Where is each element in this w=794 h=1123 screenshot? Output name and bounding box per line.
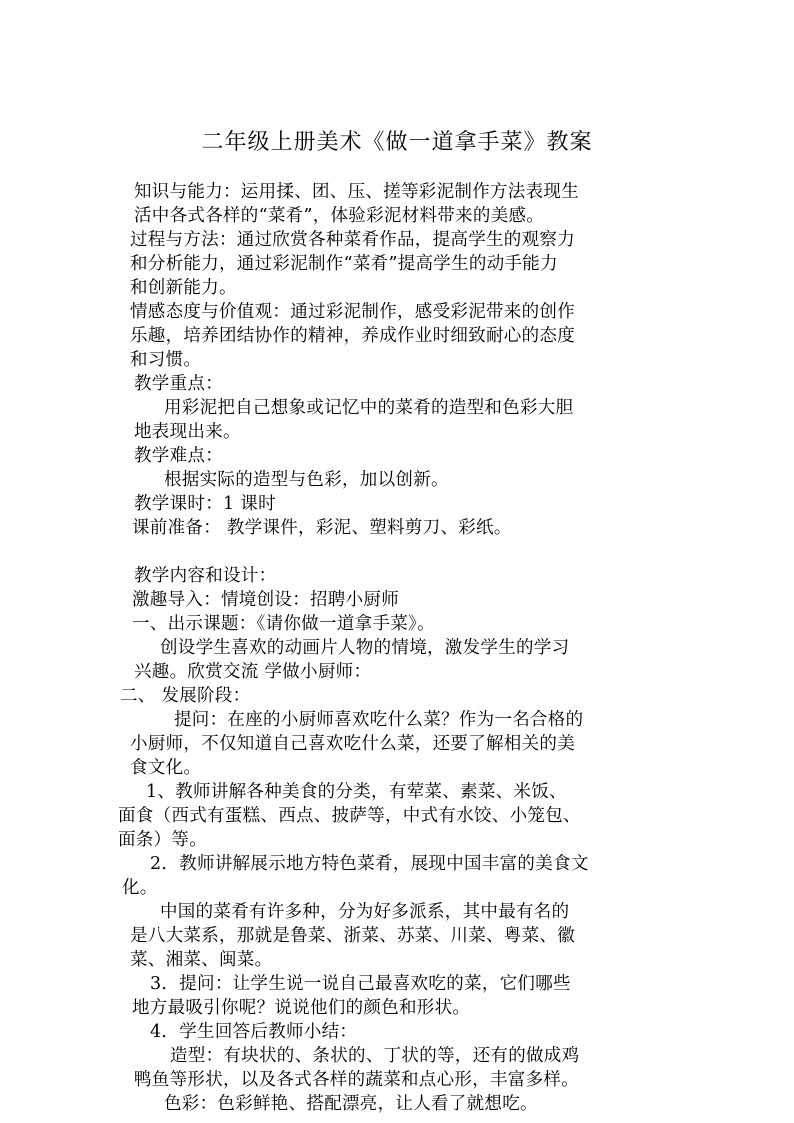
- text-line: 情感态度与价值观：通过彩泥制作，感受彩泥带来的创作: [130, 302, 575, 322]
- text-line: 乐趣，培养团结协作的精神，养成作业时细致耐心的态度: [130, 326, 575, 346]
- text-line: 根据实际的造型与色彩，加以创新。: [164, 470, 449, 490]
- text-line: 中国的菜肴有许多种，分为好多派系，其中最有名的: [160, 902, 570, 922]
- text-line: 和习惯。: [130, 350, 202, 370]
- text-line: 食文化。: [130, 758, 202, 778]
- text-line: 3．提问：让学生说一说自己最喜欢吃的菜，它们哪些: [150, 974, 571, 994]
- text-line: 课前准备： 教学课件，彩泥、塑料剪刀、彩纸。: [132, 518, 512, 538]
- text-line: 和分析能力，通过彩泥制作“菜肴”提高学生的动手能力: [130, 254, 558, 274]
- section-heading: 教学重点：: [134, 374, 223, 394]
- text-line: 用彩泥把自己想象或记忆中的菜肴的造型和色彩大胆: [164, 398, 574, 418]
- text-line: 4．学生回答后教师小结：: [150, 1022, 358, 1042]
- text-line: 和创新能力。: [130, 278, 237, 298]
- text-line: 教学课时：1 课时: [134, 494, 276, 514]
- section-heading: 教学难点：: [134, 446, 223, 466]
- document-title: 二年级上册美术《做一道拿手菜》教案: [201, 130, 593, 155]
- text-line: 地表现出来。: [134, 422, 241, 442]
- text-line: 色彩：色彩鲜艳、搭配漂亮，让人看了就想吃。: [164, 1094, 538, 1114]
- text-line: 地方最吸引你呢？说说他们的颜色和形状。: [132, 998, 471, 1018]
- text-line: 活中各式各样的“菜肴”，体验彩泥材料带来的美感。: [134, 206, 545, 226]
- text-line: 是八大菜系，那就是鲁菜、浙菜、苏菜、川菜、粤菜、徽: [130, 926, 575, 946]
- text-line: 化。: [122, 878, 158, 898]
- section-heading: 二、 发展阶段：: [120, 686, 251, 706]
- text-line: 知识与能力：运用揉、团、压、搓等彩泥制作方法表现生: [134, 182, 579, 202]
- text-line: 鸭鱼等形状，以及各式各样的蔬菜和点心形，丰富多样。: [134, 1070, 579, 1090]
- text-line: 面条）等。: [118, 830, 207, 850]
- text-line: 创设学生喜欢的动画片人物的情境，激发学生的学习: [160, 638, 570, 658]
- text-line: 一、出示课题：《请你做一道拿手菜》。: [132, 614, 435, 634]
- text-line: 菜、湘菜、闽菜。: [130, 950, 273, 970]
- text-line: 提问：在座的小厨师喜欢吃什么菜？作为一名合格的: [174, 710, 584, 730]
- text-line: 过程与方法：通过欣赏各种菜肴作品，提高学生的观察力: [130, 230, 575, 250]
- text-line: 面食（西式有蛋糕、西点、披萨等，中式有水饺、小笼包、: [118, 806, 581, 826]
- text-line: 1、教师讲解各种美食的分类，有荤菜、素菜、米饭、: [146, 782, 567, 802]
- section-heading: 教学内容和设计：: [134, 566, 277, 586]
- text-line: 兴趣。欣赏交流 学做小厨师：: [134, 662, 372, 682]
- text-line: 造型：有块状的、条状的、丁状的等，还有的做成鸡: [170, 1046, 580, 1066]
- text-line: 2．教师讲解展示地方特色菜肴，展现中国丰富的美食文: [150, 854, 589, 874]
- text-line: 激趣导入：情境创设：招聘小厨师: [132, 590, 399, 610]
- text-line: 小厨师，不仅知道自己喜欢吃什么菜，还要了解相关的美: [130, 734, 575, 754]
